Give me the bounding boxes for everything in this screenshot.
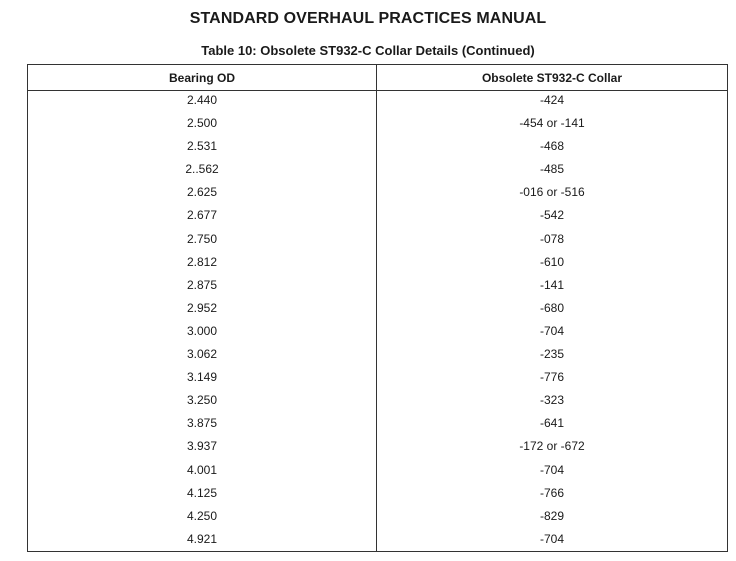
bearing-od-cell: 3.875 (186, 416, 218, 431)
bearing-od-cell: 2.677 (186, 208, 218, 223)
obsolete-collar-cell: -610 (539, 254, 565, 269)
table-row (28, 461, 727, 484)
table-row (28, 299, 727, 322)
table-body (28, 91, 727, 553)
obsolete-collar-cell: -235 (539, 347, 565, 362)
obsolete-collar-cell: -680 (539, 300, 565, 315)
table-row (28, 114, 727, 137)
bearing-od-cell: 2..562 (185, 162, 219, 177)
bearing-od-cell: 4.250 (186, 508, 218, 523)
manual-title: STANDARD OVERHAUL PRACTICES MANUAL (189, 10, 547, 27)
table-row (28, 507, 727, 530)
column-header-bearing-od: Bearing OD (168, 71, 235, 85)
table-row (28, 160, 727, 183)
bearing-od-cell: 3.250 (186, 393, 218, 408)
bearing-od-cell: 2.500 (186, 116, 218, 131)
table-row (28, 391, 727, 414)
obsolete-collar-cell: -172 or -672 (519, 439, 585, 454)
table-row (28, 183, 727, 206)
collar-details-table (27, 64, 728, 552)
obsolete-collar-cell: -424 (539, 93, 565, 107)
obsolete-collar-cell: -704 (539, 323, 565, 338)
bearing-od-cell: 2.812 (186, 254, 218, 269)
obsolete-collar-cell: -704 (539, 531, 565, 546)
obsolete-collar-cell: -454 or -141 (519, 116, 585, 131)
table-row (28, 276, 727, 299)
table-row (28, 484, 727, 507)
table-row (28, 137, 727, 160)
bearing-od-cell: 2.625 (186, 185, 218, 200)
obsolete-collar-cell: -016 or -516 (519, 185, 585, 200)
obsolete-collar-cell: -323 (539, 393, 565, 408)
table-row (28, 345, 727, 368)
table-row (28, 414, 727, 437)
bearing-od-cell: 4.001 (186, 462, 218, 477)
bearing-od-cell: 3.000 (186, 323, 218, 338)
column-header-obsolete-collar: Obsolete ST932-C Collar (481, 71, 623, 85)
obsolete-collar-cell: -468 (539, 139, 565, 154)
bearing-od-cell: 4.125 (186, 485, 218, 500)
bearing-od-cell: 3.937 (186, 439, 218, 454)
obsolete-collar-cell: -704 (539, 462, 565, 477)
bearing-od-cell: 3.062 (186, 347, 218, 362)
obsolete-collar-cell: -829 (539, 508, 565, 523)
obsolete-collar-cell: -078 (539, 231, 565, 246)
bearing-od-cell: 2.750 (186, 231, 218, 246)
table-row (28, 230, 727, 253)
table-caption: Table 10: Obsolete ST932-C Collar Details (Continued) (201, 43, 535, 58)
bearing-od-cell: 2.440 (186, 93, 218, 107)
bearing-od-cell: 4.921 (186, 531, 218, 546)
table-header-row (28, 65, 727, 91)
table-row (28, 530, 727, 553)
bearing-od-cell: 3.149 (186, 370, 218, 385)
obsolete-collar-cell: -485 (539, 162, 565, 177)
obsolete-collar-cell: -641 (539, 416, 565, 431)
table-row (28, 322, 727, 345)
table-row (28, 91, 727, 114)
obsolete-collar-cell: -542 (539, 208, 565, 223)
table-row (28, 368, 727, 391)
table-row (28, 253, 727, 276)
obsolete-collar-cell: -141 (539, 277, 565, 292)
table-row (28, 437, 727, 460)
obsolete-collar-cell: -776 (539, 370, 565, 385)
bearing-od-cell: 2.952 (186, 300, 218, 315)
obsolete-collar-cell: -766 (539, 485, 565, 500)
table-row (28, 206, 727, 229)
bearing-od-cell: 2.531 (186, 139, 218, 154)
bearing-od-cell: 2.875 (186, 277, 218, 292)
